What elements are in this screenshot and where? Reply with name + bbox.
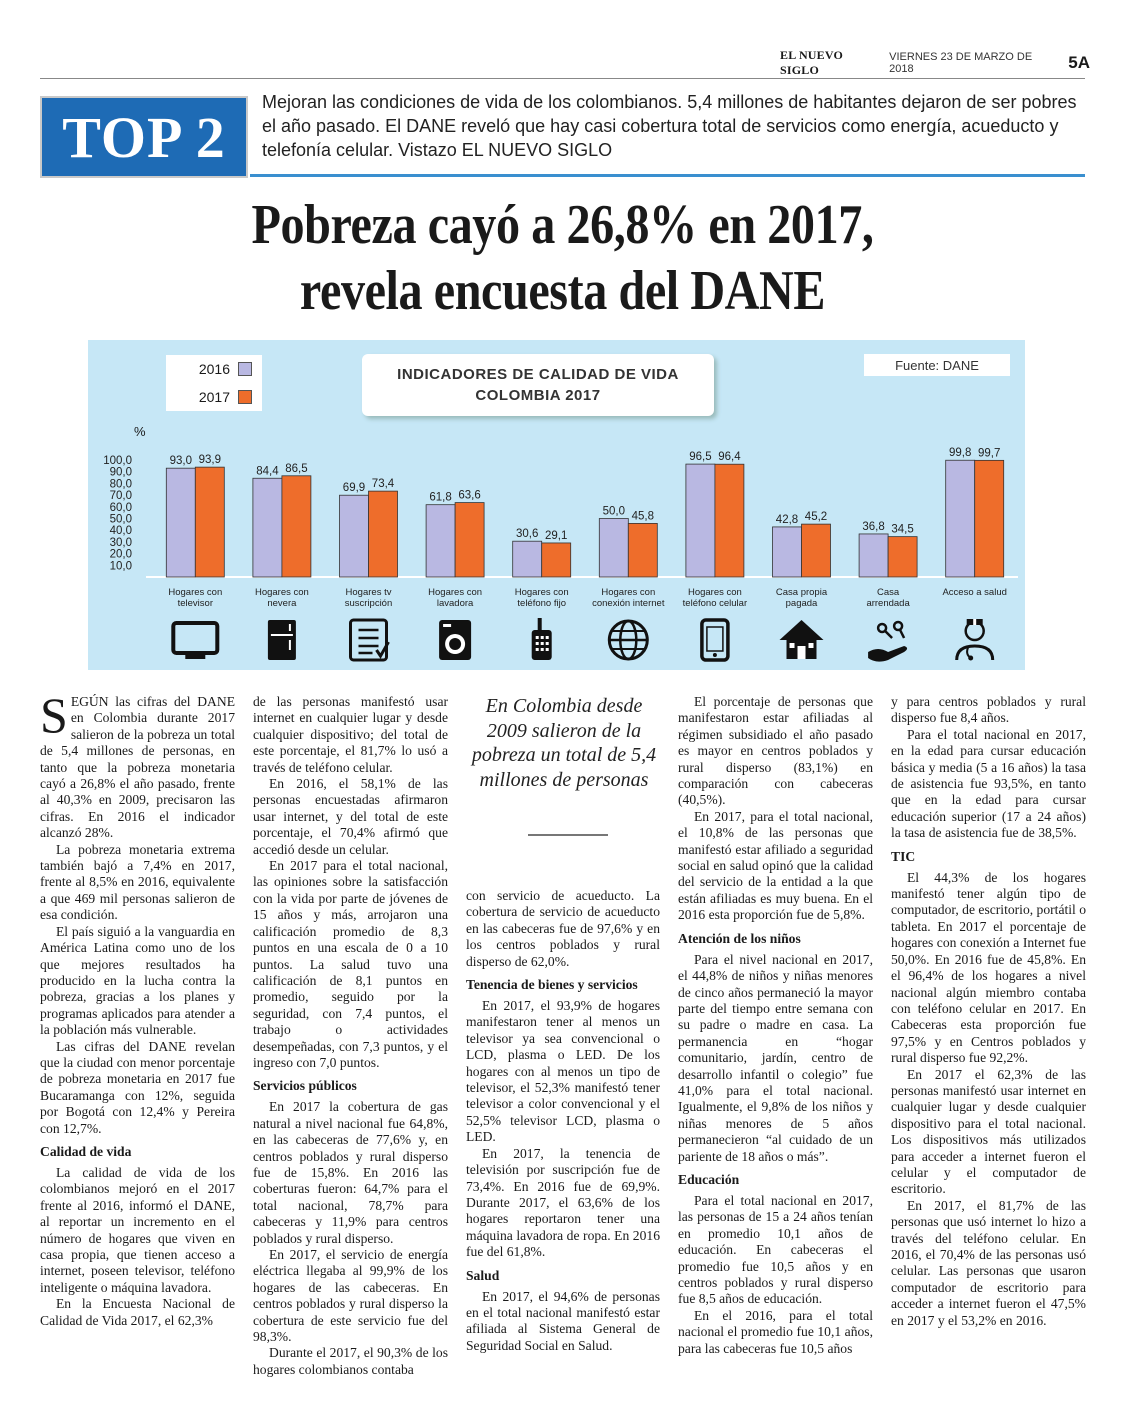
paragraph: El porcentaje de personas que manifestaron estar afiliadas al régimen subsidiado el año pasado es mayor en centros poblados y rural disperso (83,1%) en comparación con cabeceras (40,5%). <box>678 694 873 808</box>
subheading: Salud <box>466 1267 500 1283</box>
bar-2017 <box>715 464 744 577</box>
subheading: Calidad de vida <box>40 1143 132 1159</box>
issue-date: VIERNES 23 DE MARZO DE 2018 <box>889 51 1033 75</box>
bar-2016 <box>686 464 715 577</box>
category-label: Casa propia <box>775 587 828 598</box>
drop-cap: S <box>40 687 68 743</box>
category-label: arrendada <box>866 598 910 609</box>
category-label: televisor <box>177 598 213 609</box>
bar-2016 <box>946 460 975 577</box>
subheading: Atención de los niños <box>678 930 801 946</box>
category-label: conexión internet <box>592 598 665 609</box>
section-badge <box>40 96 248 178</box>
subheading: TIC <box>891 848 916 864</box>
globe-icon <box>609 621 647 659</box>
bar-2016 <box>599 519 628 578</box>
y-tick-label: 30,0 <box>109 536 132 549</box>
fridge-icon <box>268 620 296 660</box>
y-tick-label: 60,0 <box>109 501 132 514</box>
data-label: 36,8 <box>862 520 885 533</box>
paragraph: El 44,3% de los hogares manifestó tener algún tipo de computador, de escritorio, portátil o tableta. En 2017 el porcentaje de hogares con conexión a Internet fue 50,0%. En 2016 fue de 45,8%. En el 96,4% de los hogares a nivel nacional algún miembro contaba con teléfono celular en 2017. En Cabeceras esta proporción fue 97,5% y en Centros poblados y rural disperso fue 92,2%. <box>891 869 1086 1066</box>
paragraph: En 2017, el servicio de energía eléctrica llegaba al 99,9% de los hogares de las cabeceras. En centros poblados y rural disperso la cobertura de este servicio fue del 98,3%. <box>253 1247 448 1345</box>
y-tick-label: 40,0 <box>109 525 132 538</box>
category-label: Hogares con <box>428 587 483 598</box>
paragraph: Las cifras del DANE revelan que la ciudad con menor porcentaje de pobreza monetaria en 2017 fue Bucaramanga con 12%, seguida por Bogotá con 12,4% y Pereira con 12,7%. <box>40 1038 235 1136</box>
paragraph: En 2017, para el total nacional, el 10,8% de las personas que manifestó estar afiliado a seguridad social en salud opinó que la calidad del servicio de la entidad a la que están afiliadas es muy buena. En el 2016 esta proporción fue de 5,8%. <box>678 808 873 923</box>
paragraph: de las personas manifestó usar internet en cualquier lugar y desde cualquier dispositivo; del total de este porcentaje, el 81,7% lo usó a través de teléfono celular. <box>253 694 448 775</box>
paragraph: EGÚN las cifras del DANE en Colombia durante 2017 salieron de la pobreza un total de 5,4 millones de personas, en tanto que la pobreza monetaria cayó a 26,8% el año pasado, frente al 40,3% en 2009, precisaron las cifras. En 2016 el indicador alcanzó 28%. <box>40 694 235 841</box>
section-intro: Mejoran las condiciones de vida de los colombianos. 5,4 millones de habitantes dejaron de ser pobres el año pasado. El DANE reveló que hay casi cobertura total de servicios como energía, acueducto y telefonía celular. Vistazo EL NUEVO SIGLO <box>262 92 1077 160</box>
legend-label-2017: 2017 <box>198 389 230 405</box>
article-column-2 <box>253 694 448 1378</box>
y-tick-label: 70,0 <box>109 490 132 503</box>
data-label: 63,6 <box>458 489 481 502</box>
bar-2016 <box>426 505 455 577</box>
data-label: 50,0 <box>602 505 625 518</box>
data-label: 84,4 <box>256 465 279 478</box>
paper-name: EL NUEVO SIGLO <box>780 48 844 77</box>
category-label: Hogares tv <box>345 587 392 598</box>
paragraph: En 2017 el 62,3% de las personas manifestó usar internet en cualquier lugar y desde cualquier dispositivo para el total nacional. Los dispositivos más utilizados para acceder a internet fueron el celular y el computador de escritorio. <box>891 1066 1086 1197</box>
paragraph: Para el nivel nacional en 2017, el 44,8% de niños y niñas menores de cinco años permaneció la mayor parte del tiempo entre semana con su padre o madre en casa. La permanencia en “hogar comunitario, jardín, centro de desarrollo infantil o colegio” fue 41,0% para el total nacional. Igualmente, el 9,8% de los niños y niñas menores de 5 años permanecieron “al cuidado de un pariente de 18 años o más”. <box>678 951 873 1164</box>
category-label: Hogares con <box>168 587 223 598</box>
bar-2017 <box>628 523 657 577</box>
paragraph: La pobreza monetaria extrema también bajó a 7,4% en 2017, frente al 8,5% en 2016, equivalente a que 469 mil personas salieron de esa condición. <box>40 841 235 923</box>
y-tick-label: 100,0 <box>103 455 132 467</box>
washing-machine-icon <box>439 620 471 660</box>
category-label: pagada <box>785 598 818 609</box>
tv-subscription-icon <box>351 620 389 660</box>
headline <box>113 192 1012 324</box>
data-label: 96,5 <box>689 451 712 464</box>
bar-2017 <box>282 476 311 577</box>
page-number: 5A <box>1068 53 1090 72</box>
paragraph: y para centros poblados y rural disperso fue 8,4 años. <box>891 694 1086 726</box>
category-label: suscripción <box>344 598 393 609</box>
chart-source: Fuente: DANE <box>864 354 1010 376</box>
y-tick-label: 50,0 <box>109 513 132 526</box>
bar-2016 <box>166 468 195 577</box>
y-tick-label: 80,0 <box>109 478 132 491</box>
subheading: Tenencia de bienes y servicios <box>466 977 638 993</box>
category-label: Casa <box>877 587 900 598</box>
bar-chart <box>88 340 1025 612</box>
y-tick-label: 10,0 <box>109 560 132 573</box>
category-label: Hogares con <box>601 587 656 598</box>
y-axis-unit: % <box>134 424 146 439</box>
subheading: Educación <box>678 1171 740 1187</box>
data-label: 86,5 <box>285 462 308 475</box>
bar-2017 <box>542 543 571 577</box>
paragraph: El país siguió a la vanguardia en América Latina como uno de los que mejores resultados ha producido en la lucha contra la pobreza, gracias a los planes y programas aplicados para atender a la población más vulnerable. <box>40 923 235 1038</box>
masthead-rule <box>40 78 1085 79</box>
bar-2016 <box>859 534 888 577</box>
headline-line-2: revela encuesta del DANE <box>299 260 826 322</box>
category-label: Hogares con <box>254 587 309 598</box>
bar-2016 <box>340 495 369 577</box>
paragraph: Para el total nacional en 2017, en la edad para cursar educación básica y media (5 a 16 años) la tasa de asistencia fue 93,5%, en tanto que en la edad para cursar educación superior (17 a 24 años) la tasa de asistencia fue de 38,5%. <box>891 726 1086 841</box>
data-label: 30,6 <box>516 528 539 541</box>
doctor-icon <box>957 619 993 661</box>
y-tick-label: 20,0 <box>109 548 132 561</box>
category-label: teléfono fijo <box>517 598 566 609</box>
tv-icon <box>173 623 217 659</box>
infographic <box>88 340 1025 670</box>
data-label: 42,8 <box>775 513 799 526</box>
data-label: 73,4 <box>371 478 395 491</box>
headline-line-1: Pobreza cayó a 26,8% en 2017, <box>251 194 874 256</box>
paragraph: con servicio de acueducto. La cobertura de servicio de acueducto en las cabeceras fue de 97,6% y en los centros poblados y rural disperso de 62,0%. <box>466 888 660 969</box>
intro-rule <box>250 174 1085 177</box>
data-label: 61,8 <box>429 491 452 504</box>
y-tick-label: 90,0 <box>109 466 132 479</box>
data-label: 69,9 <box>342 482 366 495</box>
article-column-4 <box>678 694 873 1357</box>
paragraph: Durante el 2017, el 90,3% de los hogares colombianos contaba <box>253 1345 448 1377</box>
cellphone-icon <box>702 620 728 660</box>
category-label: lavadora <box>436 598 474 609</box>
bar-2017 <box>455 503 484 577</box>
paragraph: En 2017, el 81,7% de las personas que usó internet lo hizo a través del teléfono celular. En 2016, el 70,4% de las personas usó celular. Las personas que usaron computador de escritorio para acceder a internet fueron el 47,5% en 2017 y el 53,2% en 2016. <box>891 1197 1086 1328</box>
category-label: Hogares con <box>514 587 569 598</box>
bar-2016 <box>253 478 282 577</box>
bar-2016 <box>773 527 802 577</box>
data-label: 29,1 <box>545 529 568 542</box>
paragraph: En 2017 para el total nacional, las opiniones sobre la satisfacción con la vida por parte de jóvenes de 15 años y más, arrojaron una calificación promedio de 8,3 puntos en una escala de 0 a 10 puntos. La salud tuvo una calificación de 8,1 puntos en promedio, seguido por la seguridad, con 7,4 puntos, el trabajo o actividades desempeñadas, con 7,3 puntos, y el ingreso con 7,0 puntos. <box>253 858 448 1070</box>
paragraph: En 2017, el 93,9% de hogares manifestaron tener al menos un televisor ya sea convencional o LCD, plasma o LED. De los hogares con al menos un tipo de televisor, el 52,3% manifestó tener televisor a color convencional y el 52,5% televisor LCD, plasma o LED. <box>466 998 660 1145</box>
data-label: 93,9 <box>198 454 221 467</box>
landline-phone-icon <box>532 618 552 660</box>
legend-label-2016: 2016 <box>198 361 230 377</box>
data-label: 45,8 <box>631 510 654 523</box>
bar-2017 <box>802 524 831 577</box>
data-label: 34,5 <box>891 523 914 536</box>
bar-2016 <box>513 541 542 577</box>
paragraph: Para el total nacional en 2017, las personas de 15 a 24 años tenían en promedio 10,1 años de educación. En cabeceras el promedio fue 10,5 años y en centros poblados y rural disperso fue 8,5 años de educación. <box>678 1192 873 1307</box>
subheading: Servicios públicos <box>253 1078 357 1094</box>
paragraph: En el 2016, para el total nacional el promedio fue 10,1 años, para las cabeceras fue 10,5 años <box>678 1307 873 1356</box>
category-label: Acceso a salud <box>942 587 1007 598</box>
paragraph: En 2017, el 94,6% de personas en el total nacional manifestó estar afiliada al Sistema General de Seguridad Social en Salud. <box>466 1288 660 1353</box>
article-column-5 <box>891 694 1086 1329</box>
data-label: 99,8 <box>949 447 972 460</box>
bar-2017 <box>975 460 1004 577</box>
data-label: 45,2 <box>804 511 828 524</box>
paragraph: La calidad de vida de los colombianos mejoró en el 2017 frente al 2016, informó el DANE, al reportar un incremento en el número de hogares que viven en casa propia, que tienen acceso a internet, poseen televisor, teléfono inteligente o máquina lavadora. <box>40 1164 235 1295</box>
chart-title: INDICADORES DE CALIDAD DE VIDA COLOMBIA 2017 <box>362 354 714 416</box>
bar-2017 <box>195 467 224 577</box>
category-label: Hogares con <box>687 587 742 598</box>
paragraph: En 2016, el 58,1% de las personas encuestadas afirmaron usar internet, y del total de este porcentaje, el 70,4% afirmó que accedió desde un celular. <box>253 776 448 857</box>
keys-icon <box>868 622 907 662</box>
section-badge-text: TOP 2 <box>62 104 226 170</box>
paragraph: En 2017, la tenencia de televisión por suscripción fue de 73,4%. En 2016 fue de 69,9%. Durante 2017, el 63,6% de los hogares reportaron tener una máquina lavadora de ropa. En 2016 fue del 61,8%. <box>466 1145 660 1260</box>
category-icons <box>88 612 1025 670</box>
paragraph: En la Encuesta Nacional de Calidad de Vida 2017, el 62,3% <box>40 1296 235 1328</box>
paragraph: En 2017 la cobertura de gas natural a nivel nacional fue 64,8%, en las cabeceras de 77,6% y, en centros poblados y rural disperso fue de 15,8%. En 2016 las coberturas fueron: 64,7% para el total nacional, 78,7% para cabeceras y 11,9% para centros poblados y rural disperso. <box>253 1099 448 1246</box>
category-label: teléfono celular <box>682 598 748 609</box>
house-icon <box>780 620 824 659</box>
bar-2017 <box>888 537 917 577</box>
data-label: 96,4 <box>718 451 741 464</box>
article-column-3 <box>466 888 660 1354</box>
masthead <box>780 48 1090 77</box>
bar-2017 <box>369 491 398 577</box>
category-label: nevera <box>267 598 297 609</box>
data-label: 99,7 <box>978 447 1001 460</box>
data-label: 93,0 <box>169 455 192 468</box>
pull-quote-rule <box>528 834 608 836</box>
pull-quote: En Colombia desde 2009 salieron de la pobreza un total de 5,4 millones de personas <box>471 695 657 791</box>
article-column-1 <box>40 687 235 1329</box>
